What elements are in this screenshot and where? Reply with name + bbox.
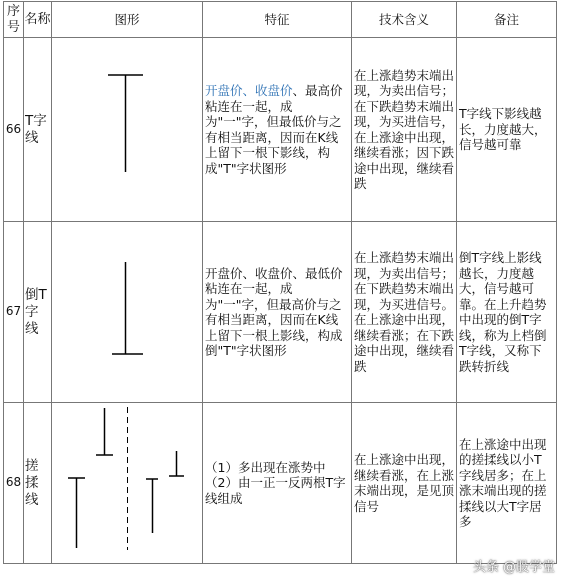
rubbing-line-candles-icon	[52, 403, 203, 563]
table-row	[4, 222, 557, 403]
kline-pattern-table	[3, 1, 557, 564]
feature-highlight: 开盘价、收盘价	[205, 83, 293, 98]
t-line-candle-icon	[52, 38, 203, 221]
header-name: 名称	[24, 2, 52, 38]
header-seq: 序号	[4, 2, 24, 38]
t-line-figure	[52, 38, 203, 222]
feature-text: 、最高价粘连在一起，成为"一"字，但最低价与之有相当距离，因而在K线上留下一根下影线，构成"T"字状图形	[205, 83, 343, 176]
note-cell: T字线下影线越长，力度越大，信号越可靠	[457, 38, 557, 222]
row-number: 68	[4, 403, 24, 564]
inverted-t-line-candle-icon	[52, 222, 203, 402]
rubbing-line-figure	[52, 403, 203, 564]
header-row	[4, 2, 557, 38]
feature-cell: 开盘价、收盘价、最低价粘连在一起，成为"一"字，但最高价与之有相当距离，因而在K线上留下一根上影线，构成倒"T"字状图形	[203, 222, 352, 403]
row-number: 67	[4, 222, 24, 403]
meaning-cell: 在上涨趋势末端出现，为卖出信号；在下跌趋势末端出现，为买进信号，在上涨途中出现，继续看涨；因下跌途中出现，继续看跌	[352, 38, 457, 222]
feature-cell: （1）多出现在涨势中（2）由一正一反两根T字线组成	[203, 403, 352, 564]
watermark: 头条 @股学堂	[472, 560, 555, 575]
meaning-cell: 在上涨途中出现，继续看涨，在上涨末端出现，是见顶信号	[352, 403, 457, 564]
inverted-t-line-figure	[52, 222, 203, 403]
feature-cell	[203, 38, 352, 222]
table-row	[4, 38, 557, 222]
row-number: 66	[4, 38, 24, 222]
pattern-name: T字线	[24, 38, 52, 222]
header-shape: 图形	[52, 2, 203, 38]
header-note: 备注	[457, 2, 557, 38]
header-meaning: 技术含义	[352, 2, 457, 38]
note-cell: 在上涨途中出现的搓揉线以小T字线居多；在上涨末端出现的搓揉线以大T字居多	[457, 403, 557, 564]
table-row	[4, 403, 557, 564]
pattern-name: 搓揉线	[24, 403, 52, 564]
note-cell: 倒T字线上影线越长，力度越大，信号越可靠。在上升趋势中出现的倒T字线，称为上档倒T字线，又称下跌转折线	[457, 222, 557, 403]
pattern-name: 倒T字线	[24, 222, 52, 403]
meaning-cell: 在上涨趋势末端出现，为卖出信号；在下跌趋势末端出现，为买进信号。在上涨途中出现，继续看涨；在下跌途中出现，继续看跌	[352, 222, 457, 403]
header-feature: 特征	[203, 2, 352, 38]
